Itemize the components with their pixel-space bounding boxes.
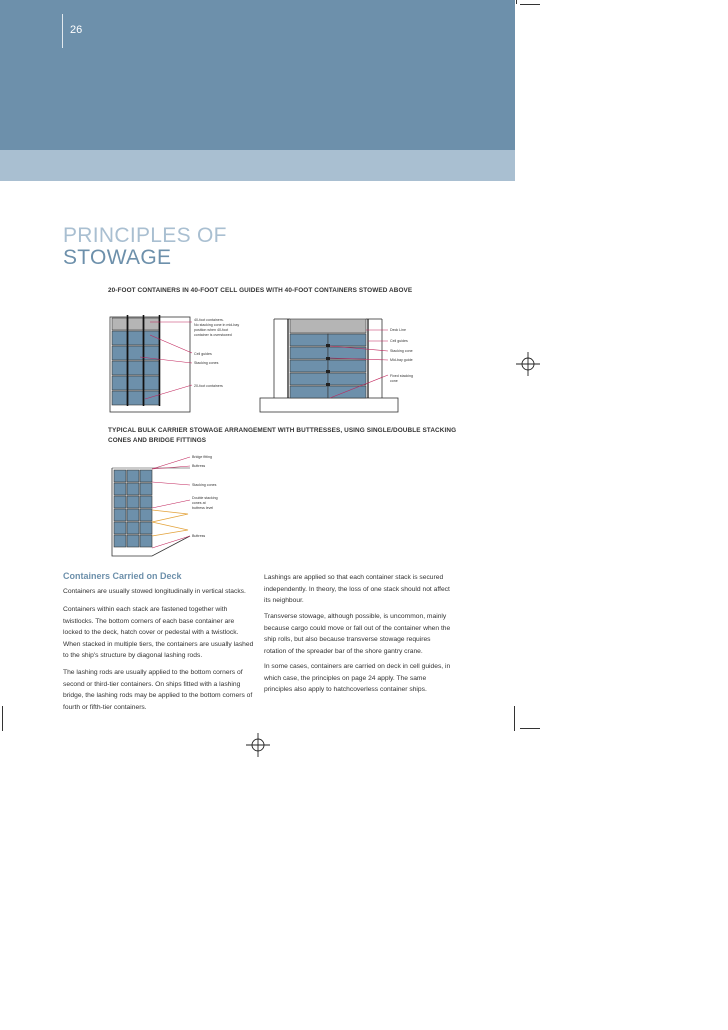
f1-label-fixed-stacking-2: cone (390, 379, 398, 383)
crop-mark-right-v (514, 706, 515, 731)
twenty-foot-container-grid (112, 331, 159, 405)
page-title-line2: STOWAGE (63, 246, 172, 269)
f1-label-forty-4: container is overstowed (194, 333, 232, 337)
left-paragraph-1: Containers are usually stowed longitudinally in vertical stacks. (63, 588, 246, 595)
f1-label-midbay-guide: Mid-bay guide (390, 358, 413, 362)
right-paragraph-2: Transverse stowage, although possible, is uncommon, mainly because cargo could move or fall out of the container when the ship rolls, but also because transverse stowage requires rotation of the spreader bar of the shore gantry crane. (264, 613, 451, 655)
forty-foot-containers-top (112, 318, 159, 330)
registration-mark-bottom (246, 733, 270, 757)
f2-label-bridge-fitting: Bridge fitting (192, 455, 212, 459)
crop-mark-top-h (520, 4, 540, 5)
figure2-diagram (100, 452, 300, 560)
f1-label-stacking-cones: Stacking cones (194, 361, 219, 365)
f2-label-buttress-bottom: Buttress (192, 534, 206, 538)
page-number: 26 (70, 24, 83, 36)
f1-label-forty-2: No stacking cone in mid-bay (194, 323, 240, 327)
figure1-right-diagram (258, 305, 458, 417)
figure2-caption-line2: CONES AND BRIDGE FITTINGS (108, 437, 207, 444)
f1-label-stacking-cone: Stacking cone (390, 349, 413, 353)
left-paragraph-2: Containers within each stack are fastened together with twistlocks. The bottom corners of each base container are locked to the deck, hatch cover or pedestal with a twistlock. When stacked in multiple tiers, the containers are usually lashed to the ship's structure by diagonal lashing rods. (63, 606, 254, 660)
figure2-caption (108, 426, 456, 446)
header-banner (0, 0, 515, 150)
section-heading: Containers Carried on Deck (63, 571, 182, 581)
f2-label-double-2: cones at (192, 501, 206, 505)
crop-mark-top-v (516, 0, 517, 4)
crop-mark-left (2, 706, 3, 731)
right-paragraph-3: In some cases, containers are carried on deck in cell guides, in which case, the principles on page 24 apply. The same principles also apply to hatchcoverless container ships. (264, 663, 451, 694)
f1-label-fixed-stacking-1: Fixed stacking (390, 374, 413, 378)
figure2-caption-line1: TYPICAL BULK CARRIER STOWAGE ARRANGEMENT WITH BUTTRESSES, USING SINGLE/DOUBLE STACKING (108, 427, 457, 434)
f1-label-cell-guides-right: Cell guides (390, 339, 408, 343)
f2-label-buttress-top: Buttress (192, 464, 206, 468)
f1-label-forty-1: 40-foot containers. (194, 318, 224, 322)
f2-label-double-1: Double stacking (192, 496, 218, 500)
f2-label-double-3: buttress level (192, 506, 214, 510)
f2-label-stacking-cones: Stacking cones (192, 483, 217, 487)
left-paragraph-3: The lashing rods are usually applied to the bottom corners of second or third-tier containers. On ships fitted with a lashing bridge, the lashing rods may be applied to the bottom corners of fourth or fifth-tier containers. (63, 669, 253, 711)
page-title (63, 225, 227, 269)
page-title-line1: PRINCIPLES OF (63, 224, 227, 247)
right-paragraph-1: Lashings are applied so that each container stack is secured independently. In theory, the loss of one stack should not affect its neighbour. (264, 574, 450, 605)
f1-label-cell-guides: Cell guides (194, 352, 212, 356)
crop-mark-right-h (520, 728, 540, 729)
f1-label-deck-line: Deck Line (390, 328, 406, 332)
page-number-rule (62, 14, 63, 48)
header-band (0, 150, 515, 181)
f1-label-forty-3: position when 40-foot (194, 328, 229, 332)
f1-label-twenty-foot: 20-foot containers (194, 384, 223, 388)
figure1-caption: 20-FOOT CONTAINERS IN 40-FOOT CELL GUIDES WITH 40-FOOT CONTAINERS STOWED ABOVE (108, 287, 413, 294)
registration-mark-right (516, 352, 540, 376)
